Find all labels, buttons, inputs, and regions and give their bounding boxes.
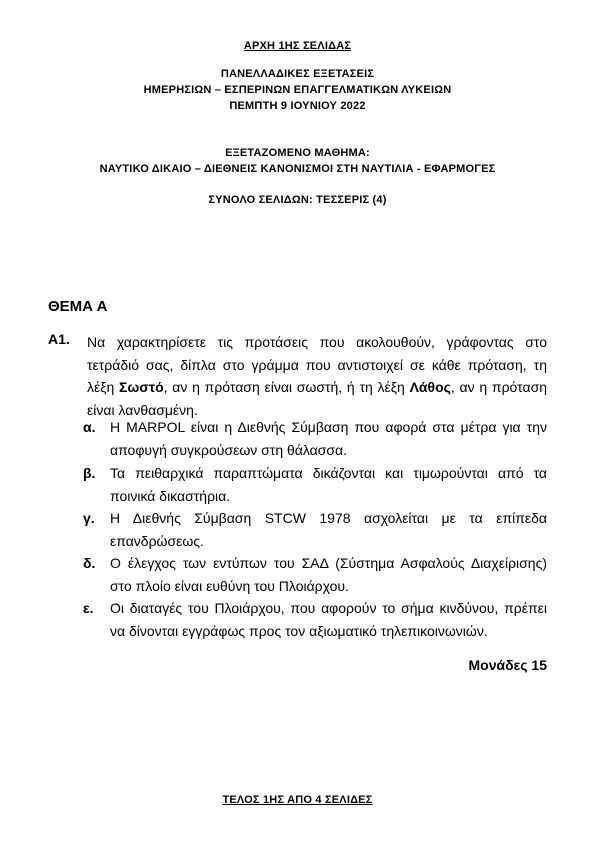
- question-instructions: [87, 331, 547, 422]
- exam-type: ΗΜΕΡΗΣΙΩΝ – ΕΣΠΕΡΙΝΩΝ ΕΠΑΓΓΕΛΜΑΤΙΚΩΝ ΛΥΚΕΙΩΝ: [143, 84, 452, 96]
- statement-item: [83, 597, 547, 642]
- instruction-text-middle: , αν η πρόταση είναι σωστή, ή τη λέξη: [163, 379, 410, 396]
- instruction-text-start: Να χαρακτηρίσετε τις προτάσεις που ακολουθούν, γράφοντας στο τετράδιό σας, δίπλα στο γράμμα που αντιστοιχεί σε κάθε πρόταση, τη λέξη: [87, 334, 547, 396]
- page-start-marker: ΑΡΧΗ 1ΗΣ ΣΕΛΙΔΑΣ: [243, 40, 352, 52]
- statement-letter: γ.: [83, 510, 95, 526]
- exam-date: ΠΕΜΠΤΗ 9 ΙΟΥΝΙΟΥ 2022: [229, 100, 366, 112]
- keyword-wrong: Λάθος: [409, 379, 451, 396]
- statement-text: Η Διεθνής Σύμβαση STCW 1978 ασχολείται με τα επίπεδα επανδρώσεως.: [110, 510, 547, 549]
- statement-text: Οι διαταγές του Πλοιάρχου, που αφορούν το σήμα κινδύνου, πρέπει να δίνονται εγγράφως προς τον αξιωματικό τηλεπικοινωνιών.: [110, 600, 547, 639]
- theme-title: ΘΕΜΑ Α: [48, 298, 108, 315]
- subject-label: ΕΞΕΤΑΖΟΜΕΝΟ ΜΑΘΗΜΑ:: [225, 147, 370, 159]
- statement-text: Ο έλεγχος των εντύπων του ΣΑΔ (Σύστημα Ασφαλούς Διαχείρισης) στο πλοίο είναι ευθύνη του Πλοιάρχου.: [110, 555, 547, 594]
- statement-text: Η MARPOL είναι η Διεθνής Σύμβαση που αφορά στα μέτρα για την αποφυγή συγκρούσεων στη θάλασσα.: [110, 419, 547, 458]
- statement-item: [83, 416, 547, 461]
- statement-item: [83, 552, 547, 597]
- subject-name: ΝΑΥΤΙΚΟ ΔΙΚΑΙΟ – ΔΙΕΘΝΕΙΣ ΚΑΝΟΝΙΣΜΟΙ ΣΤΗ ΝΑΥΤΙΛΙΑ - ΕΦΑΡΜΟΓΕΣ: [99, 163, 496, 175]
- statement-letter: ε.: [83, 600, 94, 616]
- statement-letter: β.: [83, 465, 96, 481]
- marks-label: Μονάδες 15: [468, 657, 547, 673]
- instruction-text-end: , αν η πρόταση είναι λανθασμένη.: [87, 379, 547, 419]
- statement-letter: δ.: [83, 555, 96, 571]
- question-number: Α1.: [48, 331, 70, 347]
- statement-letter: α.: [83, 419, 96, 435]
- exam-title: ΠΑΝΕΛΛΑΔΙΚΕΣ ΕΞΕΤΑΣΕΙΣ: [220, 68, 375, 80]
- keyword-correct: Σωστό: [119, 379, 164, 396]
- statement-item: [83, 462, 547, 507]
- page-count: ΣΥΝΟΛΟ ΣΕΛΙΔΩΝ: ΤΕΣΣΕΡΙΣ (4): [208, 194, 387, 206]
- page-end-marker: ΤΕΛΟΣ 1ΗΣ ΑΠΟ 4 ΣΕΛΙΔΕΣ: [222, 794, 373, 806]
- statement-text: Τα πειθαρχικά παραπτώματα δικάζονται και τιμωρούνται από τα ποινικά δικαστήρια.: [110, 465, 547, 504]
- statement-item: [83, 507, 547, 552]
